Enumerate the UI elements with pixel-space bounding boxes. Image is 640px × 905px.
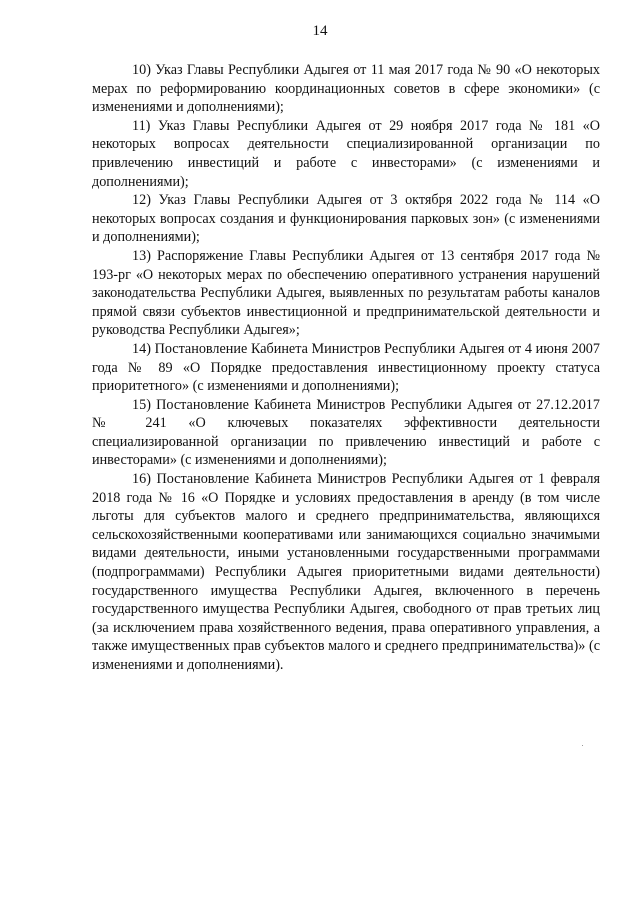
list-item-10: 10) Указ Главы Республики Адыгея от 11 мая 2017 года № 90 «О некоторых мерах по реформированию координационных советов в сфере экономики» (с изменениями и дополнениями); bbox=[92, 62, 600, 116]
list-item-14: 14) Постановление Кабинета Министров Республики Адыгея от 4 июня 2007 года № 89 «О Порядке предоставления инвестиционному проекту статуса приоритетного» (с изменениями и дополнениями); bbox=[92, 340, 600, 395]
list-item-11: 11) Указ Главы Республики Адыгея от 29 ноября 2017 года № 181 «О некоторых вопросах деятельности специализированной организации по привлечению инвестиций и работе с инвесторами» (с изменениями и дополнениями); bbox=[92, 117, 600, 190]
list-item-15: 15) Постановление Кабинета Министров Республики Адыгея от 27.12.2017 № 241 «О ключевых показателях эффективности деятельности специализированной организации по привлечению инвестиций и работе с инвесторами» (с изменениями и дополнениями); bbox=[92, 396, 600, 469]
document-body bbox=[92, 61, 600, 675]
list-item-16: 16) Постановление Кабинета Министров Республики Адыгея от 1 февраля 2018 года № 16 «О Порядке и условиях предоставления в аренду (в том числе льготы для субъектов малого и среднего предпринимательства, являющихся сельскохозяйственными кооперативами или занимающихся социально значимыми видами деятельности, иными установленными государственными программами (подпрограммами) Республики Адыгея приоритетными видами деятельности) государственного имущества Республики Адыгея, включенного в перечень государственного имущества Республики Адыгея, свободного от прав третьих лиц (за исключением права хозяйственного ведения, права оперативного управления, а также имущественных прав субъектов малого и среднего предпринимательства)» (с изменениями и дополнениями). bbox=[92, 471, 600, 673]
scan-speck bbox=[582, 745, 583, 746]
page-number: 14 bbox=[312, 23, 328, 39]
list-item-12: 12) Указ Главы Республики Адыгея от 3 октября 2022 года № 114 «О некоторых вопросах создания и функционирования парковых зон» (с изменениями и дополнениями); bbox=[92, 192, 600, 246]
list-item-13: 13) Распоряжение Главы Республики Адыгея от 13 сентября 2017 года № 193-рг «О некоторых мерах по обеспечению оперативного устранения нарушений законодательства Республики Адыгея, выявленных по результатам работы каналов прямой связи субъектов инвестиционной и предпринимательской деятельности и руководства Республики Адыгея»; bbox=[92, 247, 600, 339]
